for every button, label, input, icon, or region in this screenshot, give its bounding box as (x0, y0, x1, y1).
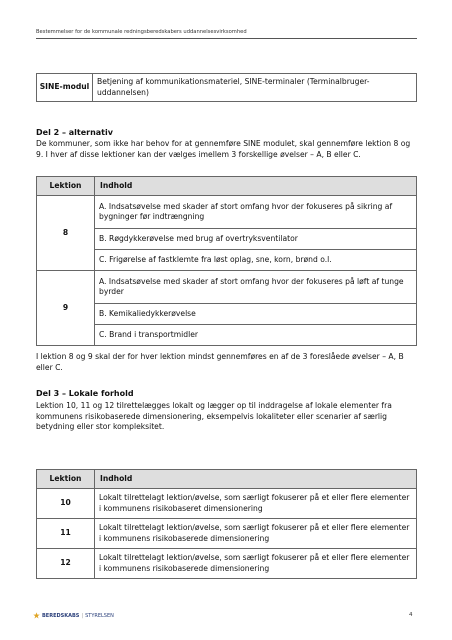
agency-logo (33, 612, 114, 619)
lektion-content-cell: Lokalt tilrettelagt lektion/øvelse, som særligt fokuserer på et eller flere elementer i kommunens risikobaserede dimensionering (95, 549, 417, 579)
running-header: Bestemmelser for de kommunale redningsberedskabers uddannelsesvirksomhed (36, 29, 247, 35)
exercise-cell: B. Røgdykkerøvelse med brug af overtryksventilator (95, 229, 417, 250)
sine-label-cell: SINE-modul (37, 74, 93, 102)
exercise-cell: C. Brand i transportmidler (95, 325, 417, 346)
table-row (37, 489, 417, 519)
lektion-number: 10 (37, 489, 95, 519)
lektion-number: 12 (37, 549, 95, 579)
section-2-note: I lektion 8 og 9 skal der for hver lektion mindst gennemføres en af de 3 foreslåede øvelser – A, B eller C. (36, 352, 404, 372)
star-emblem-icon (33, 612, 40, 619)
col-header-lektion: Lektion (37, 470, 95, 489)
exercise-cell: B. Kemikaliedykkerøvelse (95, 304, 417, 325)
table-row (37, 519, 417, 549)
exercise-cell: C. Frigørelse af fastklemte fra løst oplag, sne, korn, brønd o.l. (95, 250, 417, 271)
lektion-content-cell: Lokalt tilrettelagt lektion/øvelse, som særligt fokuserer på et eller flere elementer i kommunens risikobaseret dimensionering (95, 489, 417, 519)
lektion-content-cell: Lokalt tilrettelagt lektion/øvelse, som særligt fokuserer på et eller flere elementer i kommunens risikobaserede dimensionering (95, 519, 417, 549)
lektion-table-10-12 (36, 469, 417, 579)
lektion-number: 9 (37, 271, 95, 346)
logo-text-right: STYRELSEN (85, 612, 114, 619)
exercise-cell: A. Indsatsøvelse med skader af stort omfang hvor der fokuseres på løft af tunge byrder (95, 271, 417, 304)
section-2-intro: De kommuner, som ikke har behov for at gennemføre SINE modulet, skal gennemføre lektion 8 og 9. I hver af disse lektioner kan der vælges imellem 3 forskellige øvelser – A, B eller C. (36, 139, 411, 159)
table-row (37, 549, 417, 579)
logo-text-left: BEREDSKABS (42, 612, 80, 619)
table-row (37, 74, 417, 102)
exercise-cell: A. Indsatsøvelse med skader af stort omfang hvor der fokuseres på sikring af bygninger før indtrængning (95, 196, 417, 229)
table-header-row (37, 470, 417, 489)
col-header-indhold: Indhold (95, 177, 417, 196)
page-number: 4 (409, 612, 413, 618)
table-row (37, 271, 417, 304)
table-header-row (37, 177, 417, 196)
sine-description-cell: Betjening af kommunikationsmateriel, SINE-terminaler (Terminalbruger-uddannelsen) (93, 74, 417, 102)
table-row (37, 196, 417, 229)
lektion-table-8-9 (36, 176, 417, 346)
lektion-number: 11 (37, 519, 95, 549)
col-header-indhold: Indhold (95, 470, 417, 489)
section-2-title: Del 2 – alternativ (36, 128, 113, 137)
header-rule (36, 38, 417, 39)
lektion-number: 8 (37, 196, 95, 271)
section-3-intro: Lektion 10, 11 og 12 tilrettelægges lokalt og lægger op til inddragelse af lokale elementer fra kommunens risikobaserede dimensionering, eksempelvis lokaliteter eller scenarier af særlig betydning eller stor kompleksitet. (36, 401, 392, 431)
sine-table (36, 73, 417, 102)
section-3-title: Del 3 – Lokale forhold (36, 389, 134, 398)
col-header-lektion: Lektion (37, 177, 95, 196)
logo-divider: | (81, 612, 84, 619)
